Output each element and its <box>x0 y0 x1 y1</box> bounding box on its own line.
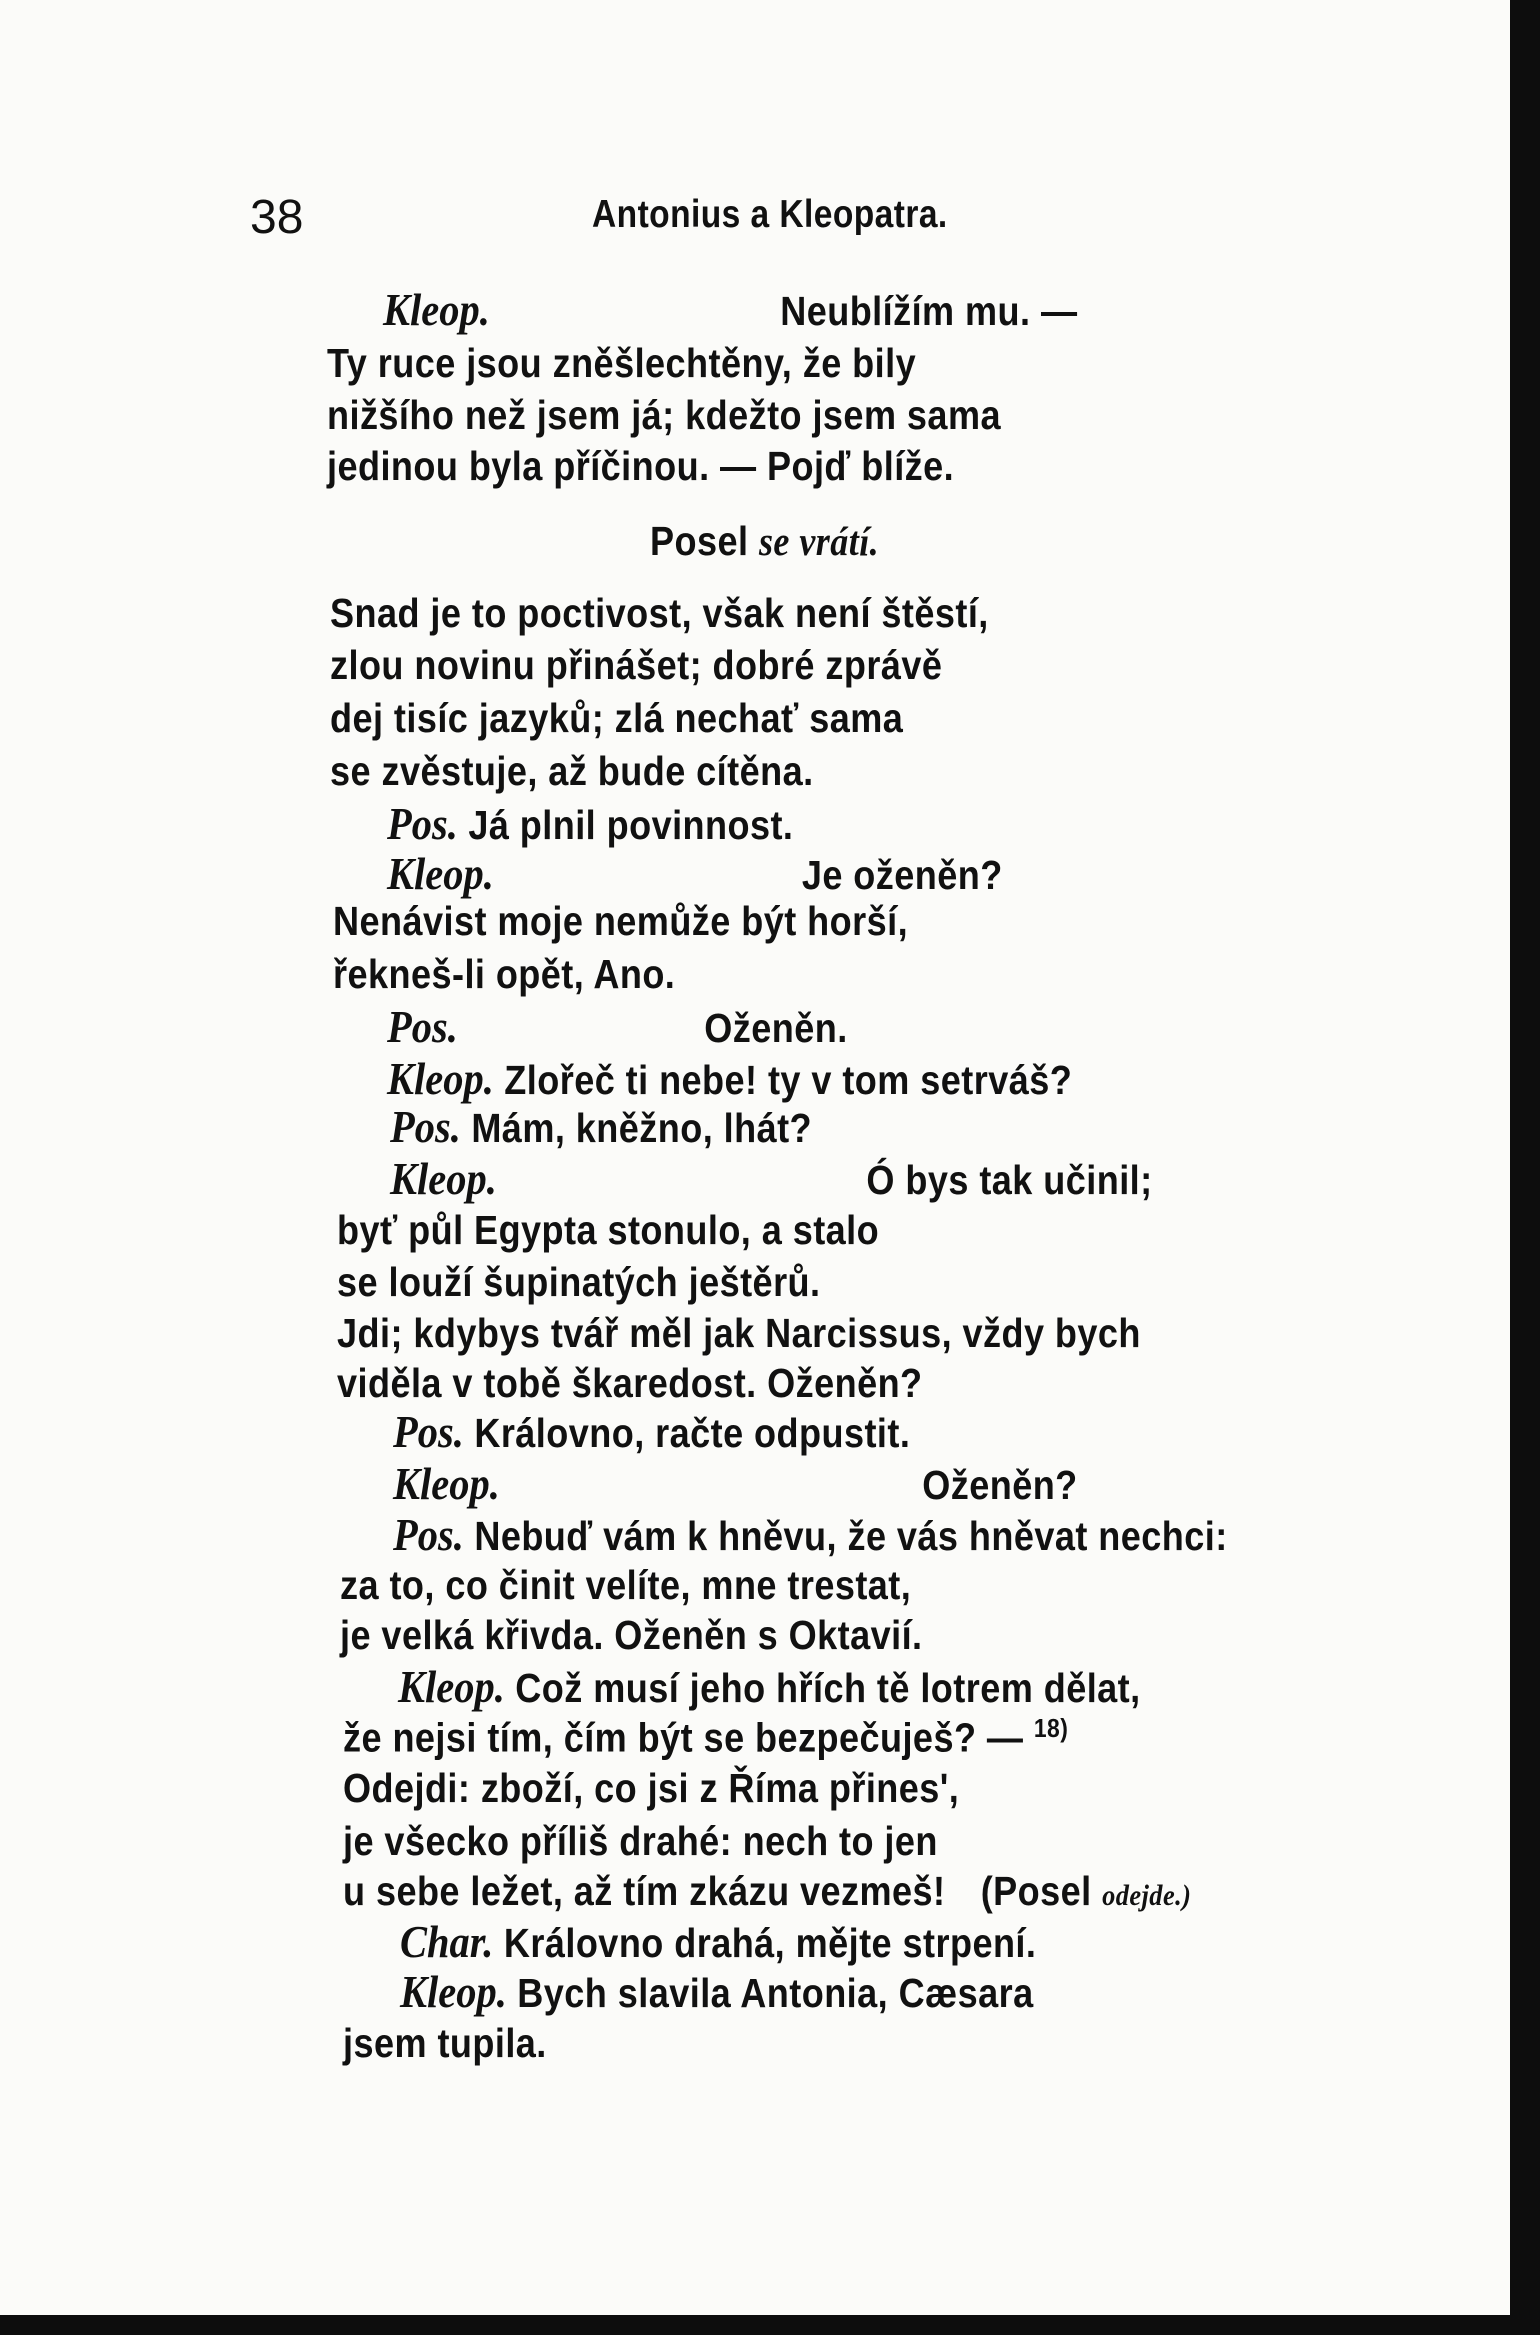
verse-line: dej tisíc jazyků; zlá nechať sama <box>330 695 904 741</box>
speaker-label: Pos. <box>393 1509 464 1560</box>
verse-line <box>393 1508 1228 1561</box>
verse-line: Snad je to poctivost, však není štěstí, <box>330 590 989 636</box>
speaker-label: Kleop. <box>398 1661 505 1712</box>
verse-line <box>390 1152 1153 1205</box>
verse-text: Což musí jeho hřích tě lotrem dělat, <box>515 1665 1141 1711</box>
verse-text: že nejsi tím, čím být se bezpečuješ? — <box>343 1714 1024 1761</box>
verse-text: Zlořeč ti nebe! ty v tom setrváš? <box>504 1057 1073 1103</box>
speaker-label: Char. <box>400 1916 494 1967</box>
page-number: 38 <box>250 191 304 244</box>
stage-direction <box>650 517 879 565</box>
verse-line: Nenávist moje nemůže být horší, <box>333 898 909 944</box>
direction-name: (Posel <box>980 1868 1092 1914</box>
verse-text: Mám, kněžno, lhát? <box>471 1105 813 1151</box>
speaker-label: Kleop. <box>383 284 490 335</box>
verse-line <box>387 847 1003 900</box>
running-title: Antonius a Kleopatra. <box>592 193 948 236</box>
verse-line: je všecko příliš drahé: nech to jen <box>343 1818 938 1864</box>
verse-line: se louží šupinatých ještěrů. <box>337 1259 821 1305</box>
speaker-label: Pos. <box>393 1406 464 1457</box>
verse-text: Nebuď vám k hněvu, že vás hněvat nechci: <box>474 1513 1228 1559</box>
verse-text: u sebe ležet, až tím zkázu vezmeš! <box>343 1868 946 1914</box>
scan-border-right <box>1510 0 1540 2335</box>
character-name: Posel <box>650 518 749 564</box>
direction-text: se vrátí. <box>758 518 880 564</box>
speaker-label: Kleop. <box>393 1458 500 1509</box>
verse-line: je velká křivda. Oženěn s Oktavií. <box>340 1612 923 1658</box>
speaker-label: Pos. <box>390 1101 461 1152</box>
verse-line: Odejdi: zboží, co jsi z Říma přines', <box>343 1765 960 1811</box>
verse-text: Královno, račte odpustit. <box>474 1410 911 1456</box>
speaker-label: Pos. <box>387 798 458 849</box>
verse-line <box>383 283 1077 336</box>
verse-text: Oženěn. <box>704 1005 848 1051</box>
speaker-label: Kleop. <box>387 1053 494 1104</box>
verse-line <box>387 1000 848 1053</box>
verse-line <box>393 1457 1078 1510</box>
verse-line: jsem tupila. <box>343 2020 547 2066</box>
verse-line <box>400 1965 1034 2018</box>
verse-line: se zvěstuje, až bude cítěna. <box>330 748 814 794</box>
verse-line: jedinou byla příčinou. — Pojď blíže. <box>327 443 955 489</box>
verse-line: nižšího než jsem já; kdežto jsem sama <box>327 392 1001 438</box>
verse-line <box>400 1915 1036 1968</box>
verse-text: Neublížím mu. — <box>780 288 1078 334</box>
verse-text: Ó bys tak učinil; <box>866 1157 1153 1203</box>
verse-line <box>390 1100 812 1153</box>
speaker-label: Kleop. <box>390 1153 497 1204</box>
verse-line: Jdi; kdybys tvář měl jak Narcissus, vždy bych <box>337 1310 1141 1356</box>
verse-line <box>393 1405 910 1458</box>
verse-text: Je oženěn? <box>801 852 1003 898</box>
verse-line: viděla v tobě škaredost. Oženěn? <box>337 1360 923 1406</box>
scan-border-bottom <box>0 2315 1540 2335</box>
speaker-label: Kleop. <box>400 1966 507 2017</box>
speaker-label: Kleop. <box>387 848 494 899</box>
verse-line <box>387 1052 1072 1105</box>
verse-line: za to, co činit velíte, mne trestat, <box>340 1562 912 1608</box>
speaker-label: Pos. <box>387 1001 458 1052</box>
verse-line: byť půl Egypta stonulo, a stalo <box>337 1207 880 1253</box>
verse-text: Královno drahá, mějte strpení. <box>503 1920 1037 1966</box>
verse-line: řekneš-li opět, Ano. <box>333 951 676 997</box>
verse-line <box>343 1868 1191 1915</box>
footnote-marker: 18) <box>1033 1713 1069 1743</box>
verse-line <box>387 797 793 850</box>
verse-line <box>398 1660 1141 1713</box>
verse-line: Ty ruce jsou zněšlechtěny, že bily <box>327 340 917 386</box>
verse-line <box>343 1713 1068 1762</box>
verse-text: Oženěn? <box>922 1462 1078 1508</box>
direction-text: odejde.) <box>1102 1879 1192 1912</box>
verse-text: Bych slavila Antonia, Cæsara <box>517 1970 1034 2016</box>
verse-text: Já plnil povinnost. <box>468 802 794 848</box>
verse-line: zlou novinu přinášet; dobré zprávě <box>330 642 943 688</box>
